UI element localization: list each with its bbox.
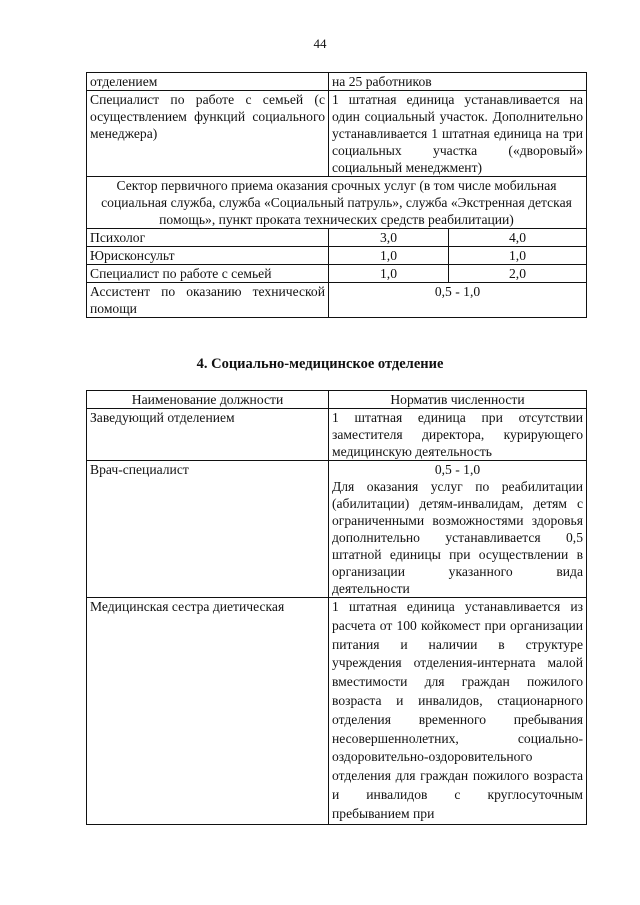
value-cell: 1,0: [329, 247, 449, 265]
position-cell: Юрисконсульт: [87, 247, 329, 265]
norm-value: 0,5 - 1,0: [434, 462, 481, 477]
norm-cell: 1 штатная единица при отсутствии заместителя директора, курирующего медицинскую деятельность: [329, 409, 587, 461]
norm-cell: [329, 461, 587, 598]
table-row: [87, 91, 587, 177]
page-number: 44: [313, 36, 327, 51]
value-cell: 2,0: [449, 265, 587, 283]
value-cell: 1,0: [449, 247, 587, 265]
sector-header-row: [87, 177, 587, 229]
position-cell: Специалист по работе с семьей (с осуществлением функций социального менеджера): [87, 91, 329, 177]
value-cell: 1,0: [329, 265, 449, 283]
table-row: [87, 247, 587, 265]
position-cell: Медицинская сестра диетическая: [87, 598, 329, 825]
table-row: [87, 265, 587, 283]
staffing-table-continued: [86, 72, 587, 318]
medical-department-table: [86, 390, 587, 825]
table-header-row: [87, 391, 587, 409]
table-row: [87, 409, 587, 461]
table-row: [87, 461, 587, 598]
value-cell: 3,0: [329, 229, 449, 247]
table-row: [87, 73, 587, 91]
norm-text: Для оказания услуг по реабилитации (абилитации) детям-инвалидам, детям с ограниченными возможностями здоровья дополнительно устанавливается 0,5 штатной единицы при осуществлении в организации указанного вида деятельности: [332, 479, 583, 596]
table-row: [87, 598, 587, 825]
position-cell: отделением: [87, 73, 329, 91]
value-cell: 0,5 - 1,0: [329, 283, 587, 318]
norm-cell: на 25 работников: [329, 73, 587, 91]
position-cell: Врач-специалист: [87, 461, 329, 598]
position-cell: Психолог: [87, 229, 329, 247]
sector-header: Сектор первичного приема оказания срочных услуг (в том числе мобильная социальная служба, служба «Социальный патруль», служба «Экстренная детская помощь», пункт проката технических средств реабилитации): [87, 177, 587, 229]
section-title: 4. Социально-медицинское отделение: [196, 356, 444, 372]
value-cell: 4,0: [449, 229, 587, 247]
table-row: [87, 283, 587, 318]
position-cell: Заведующий отделением: [87, 409, 329, 461]
norm-cell: 1 штатная единица устанавливается на один социальный участок. Дополнительно устанавливается 1 штатная единица на три социальных участка («дворовый» социальный менеджмент): [329, 91, 587, 177]
position-cell: Ассистент по оказанию технической помощи: [87, 283, 329, 318]
column-header: Норматив численности: [329, 391, 587, 409]
column-header: Наименование должности: [87, 391, 329, 409]
norm-cell: 1 штатная единица устанавливается из расчета от 100 койкомест при организации питания и наличии в структуре учреждения отделения-интерната малой вместимости для граждан пожилого возраста и инвалидов, стационарного отделения временного пребывания несовершеннолетних, социально-оздоровительно-оздоровительного отделения для граждан пожилого возраста и инвалидов с круглосуточным пребыванием при: [329, 598, 587, 825]
table-row: [87, 229, 587, 247]
position-cell: Специалист по работе с семьей: [87, 265, 329, 283]
